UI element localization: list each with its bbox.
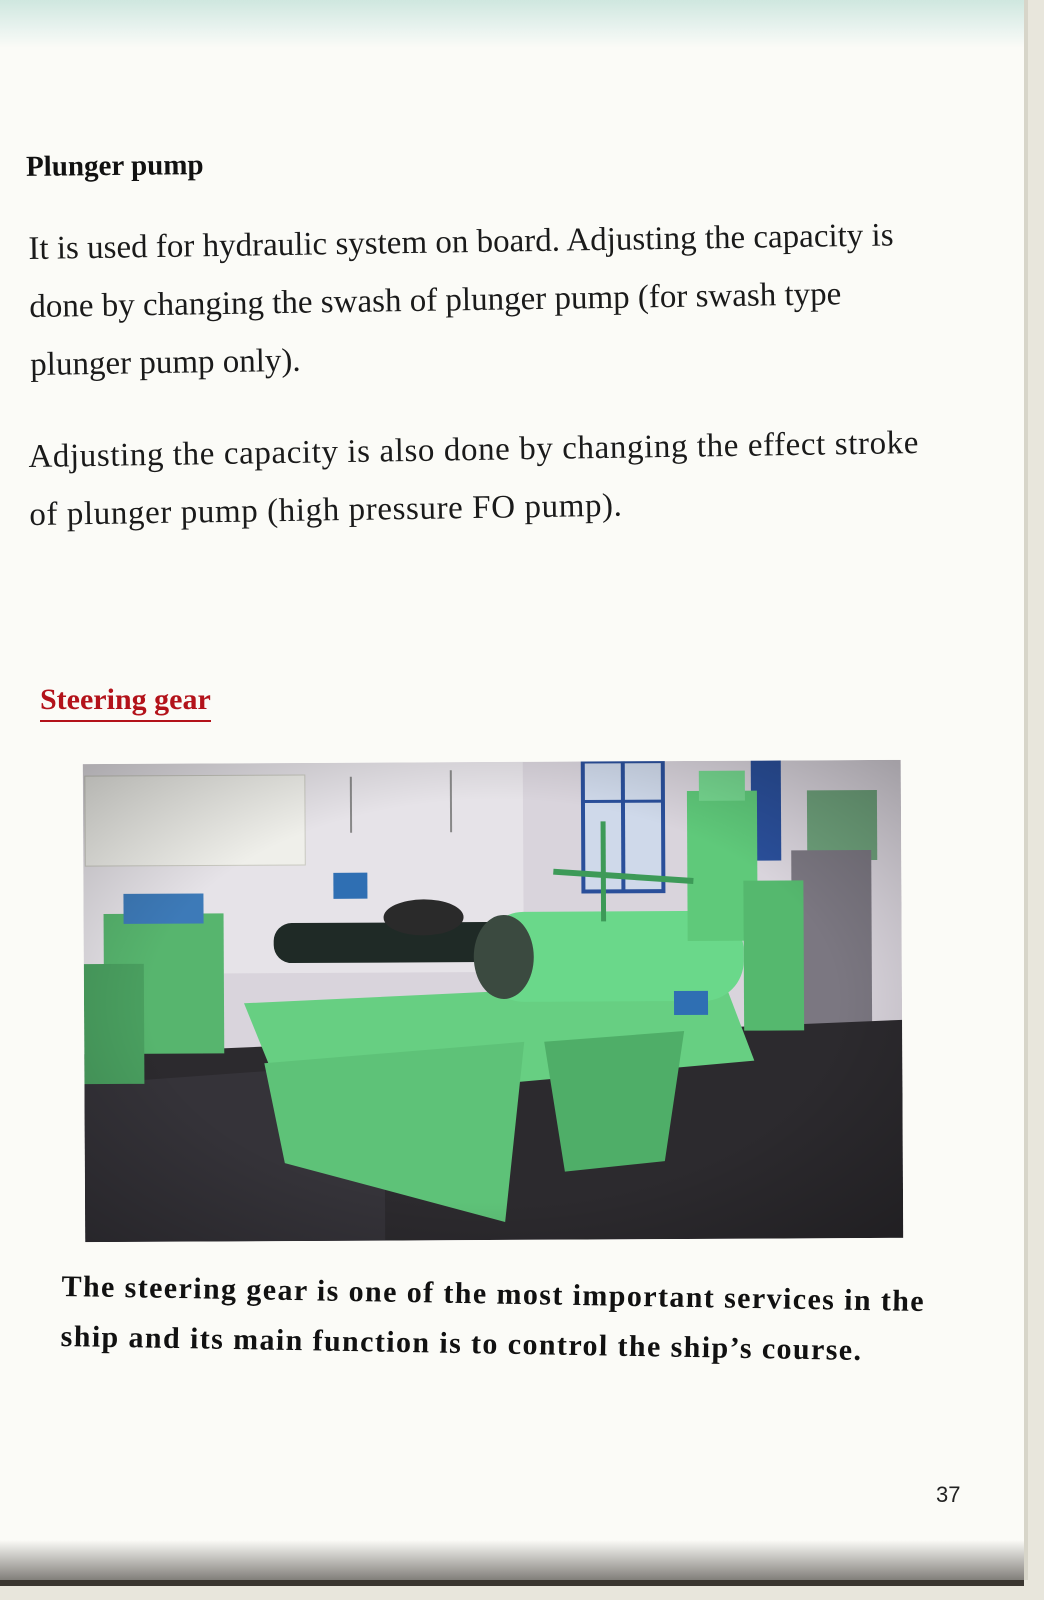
- page-bottom-shadow: [0, 1540, 1024, 1580]
- steering-gear-heading: Steering gear: [40, 682, 211, 722]
- plunger-pump-paragraph-1: It is used for hydraulic system on board. Adjusting the capacity is done by changing the swash of plunger pump (for swash type plunger pump only).: [28, 217, 894, 383]
- page-number: 37: [936, 1482, 961, 1507]
- plunger-pump-paragraph-2: Adjusting the capacity is also done by changing the effect stroke of plunger pump (high pressure FO pump).: [28, 425, 920, 533]
- steering-gear-photo: [83, 760, 903, 1242]
- plunger-pump-heading: Plunger pump: [25, 149, 204, 183]
- page-top-edge: [0, 0, 1024, 48]
- steering-gear-caption: The steering gear is one of the most important services in the ship and its main function is to control the ship’s course.: [60, 1269, 926, 1367]
